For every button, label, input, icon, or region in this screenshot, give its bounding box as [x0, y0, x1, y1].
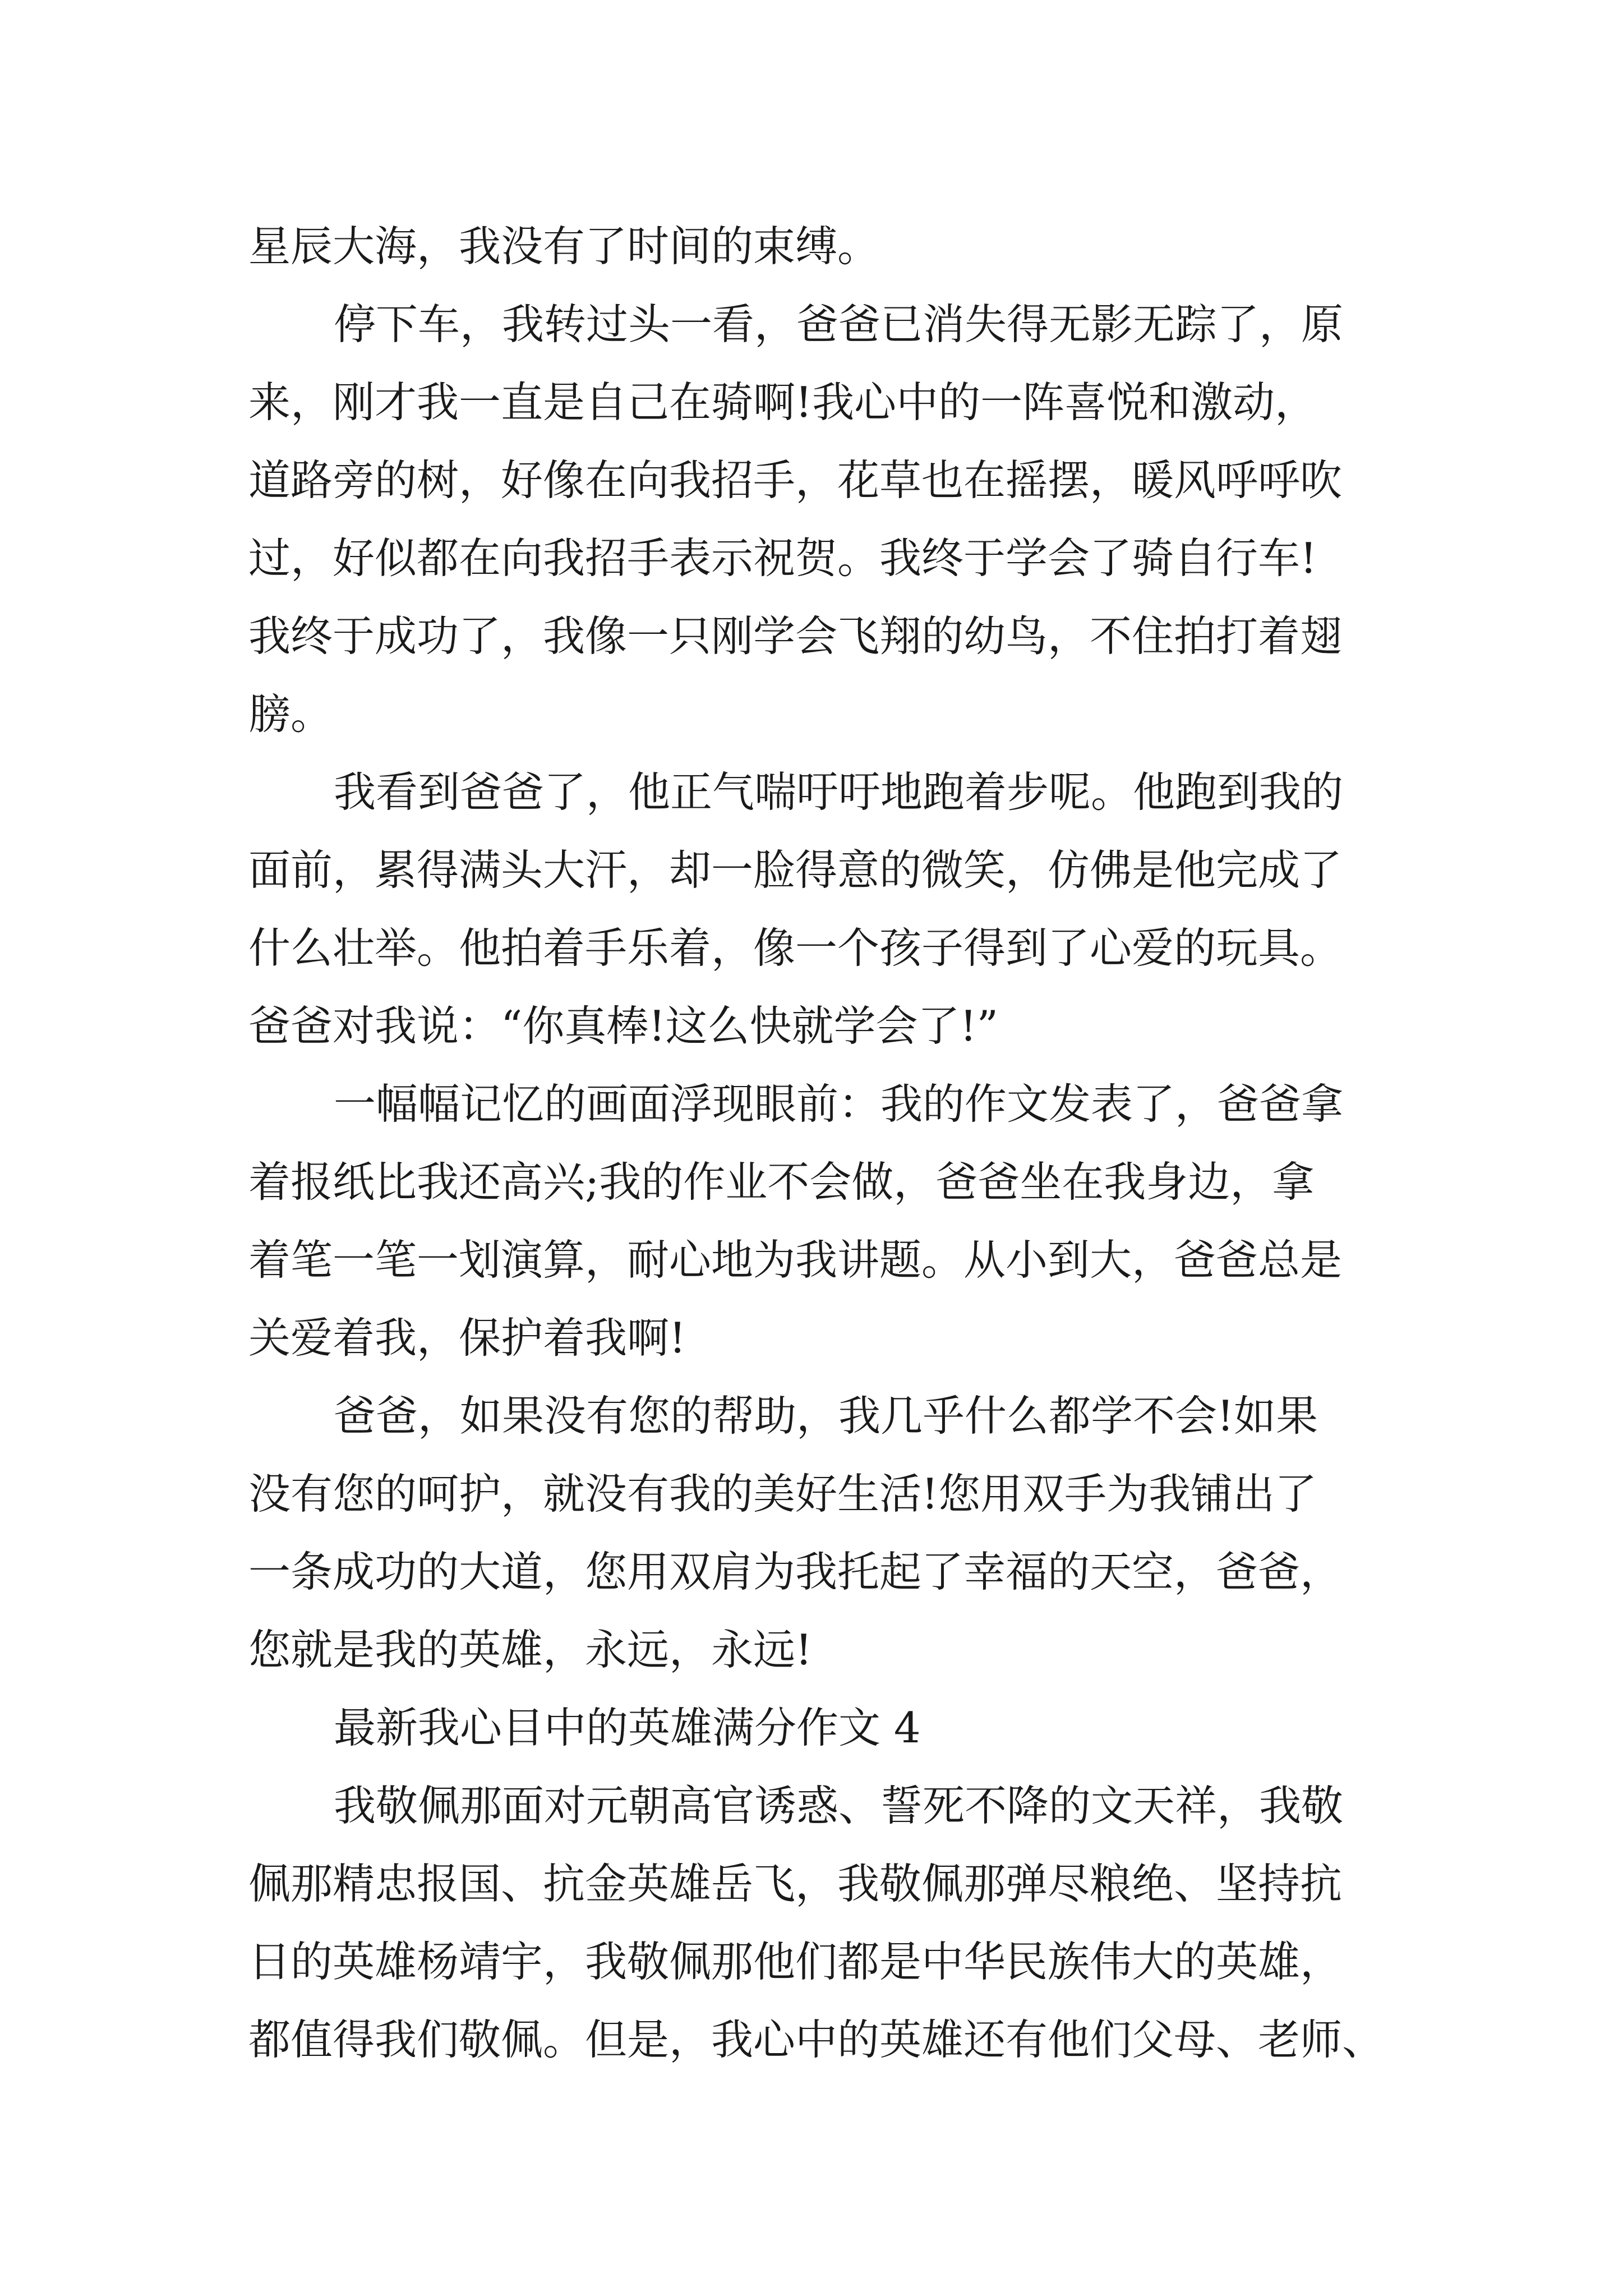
essay-body	[248, 208, 1385, 2079]
text-line: 星辰大海，我没有了时间的束缚。	[248, 222, 880, 271]
text-line: 都值得我们敬佩。但是，我心中的英雄还有他们父母、老师、	[248, 2015, 1385, 2064]
text-line: 佩那精忠报国、抗金英雄岳飞，我敬佩那弹尽粮绝、坚持抗	[248, 1859, 1343, 1908]
paragraph-first-line: 我敬佩那面对元朝高官诱惑、誓死不降的文天祥，我敬	[334, 1781, 1344, 1830]
text-line: 面前，累得满头大汗，却一脸得意的微笑，仿佛是他完成了	[248, 845, 1343, 895]
text-line: 日的英雄杨靖宇，我敬佩那他们都是中华民族伟大的英雄，	[248, 1937, 1343, 1986]
text-line: 关爱着我，保护着我啊!	[248, 1313, 686, 1363]
text-line: 膀。	[248, 689, 333, 739]
paragraph-first-line: 一幅幅记忆的画面浮现眼前：我的作文发表了，爸爸拿	[334, 1079, 1344, 1129]
text-line: 来，刚才我一直是自己在骑啊!我心中的一阵喜悦和激动，	[248, 378, 1317, 427]
paragraph-first-line: 停下车，我转过头一看，爸爸已消失得无影无踪了，原	[334, 300, 1344, 349]
text-line: 什么壮举。他拍着手乐着，像一个孩子得到了心爱的玩具。	[248, 923, 1343, 973]
text-line: 您就是我的英雄，永远，永远!	[248, 1625, 813, 1674]
text-line: 着笔一笔一划演算，耐心地为我讲题。从小到大，爸爸总是	[248, 1235, 1343, 1285]
text-line: 没有您的呵护，就没有我的美好生活!您用双手为我铺出了	[248, 1469, 1317, 1519]
text-line: 道路旁的树，好像在向我招手，花草也在摇摆，暖风呼呼吹	[248, 455, 1343, 505]
text-line: 过，好似都在向我招手表示祝贺。我终于学会了骑自行车!	[248, 533, 1317, 583]
paragraph-first-line: 我看到爸爸了，他正气喘吁吁地跑着步呢。他跑到我的	[334, 767, 1344, 817]
text-line: 着报纸比我还高兴;我的作业不会做，爸爸坐在我身边，拿	[248, 1157, 1315, 1207]
text-line: 爸爸对我说：“你真棒!这么快就学会了!”	[248, 1001, 998, 1051]
text-line: 一条成功的大道，您用双肩为我托起了幸福的天空，爸爸，	[248, 1547, 1343, 1596]
paragraph-first-line: 爸爸，如果没有您的帮助，我几乎什么都学不会!如果	[334, 1391, 1318, 1441]
text-line: 我终于成功了，我像一只刚学会飞翔的幼鸟，不住拍打着翅	[248, 611, 1343, 661]
section-heading: 最新我心目中的英雄满分作文 4	[334, 1703, 921, 1752]
